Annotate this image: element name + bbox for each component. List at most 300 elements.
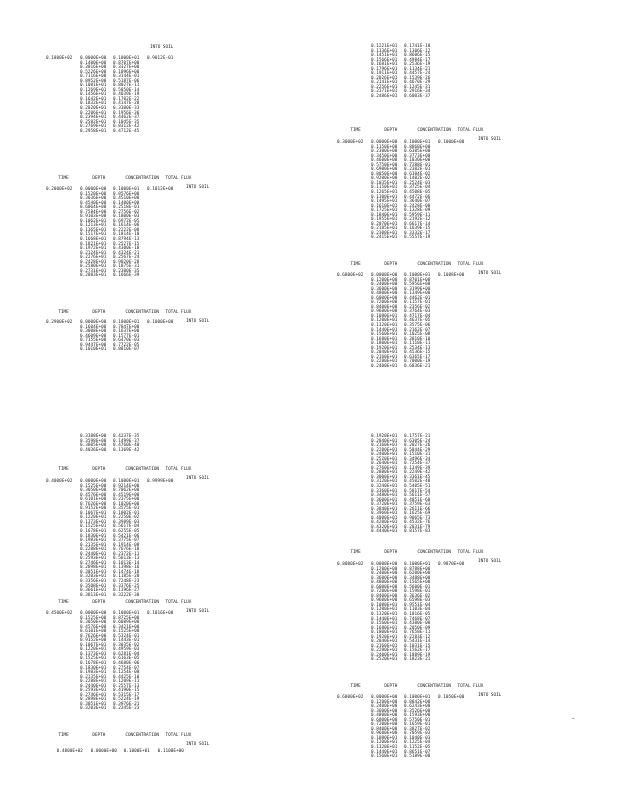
depth-cell: 0.2760E+01 xyxy=(371,465,398,471)
depth-cell: 0.6064E+00 xyxy=(80,205,107,211)
header-total-flux: TOTAL FLUX xyxy=(457,127,484,133)
depth-cell: 0.3036E+00 xyxy=(80,196,107,202)
depth-cell: 0.6900E+00 xyxy=(371,167,398,173)
depth-cell: 0.2070E+01 xyxy=(371,221,398,227)
depth-cell: 0.4576E+00 xyxy=(80,492,107,498)
concentration-cell: 0.2250E-02 xyxy=(113,515,140,521)
depth-cell: 0.0000E+00 xyxy=(80,479,107,484)
depth-cell: 0.2440E+01 xyxy=(80,551,107,557)
header-total-flux: TOTAL FLUX xyxy=(165,466,192,472)
concentration-cell: 0.8725E+00 xyxy=(113,615,140,621)
concentration-cell: 0.3989E-03 xyxy=(113,519,140,525)
concentration-cell: 0.2050E-09 xyxy=(404,625,431,631)
depth-cell: 0.2026E+01 xyxy=(371,75,398,81)
concentration-cell: 0.5850E-14 xyxy=(113,87,140,93)
depth-cell: 0.3508E+01 xyxy=(80,583,107,589)
concentration-cell: 0.4462E-01 xyxy=(404,295,431,301)
depth-cell: 0.1067E+01 xyxy=(80,510,107,516)
concentration-cell: 0.6305E-24 xyxy=(404,438,431,444)
depth-cell: 0.1269E+01 xyxy=(80,87,107,93)
depth-cell: 0.1495E+01 xyxy=(371,199,398,205)
concentration-cell: 0.1757E-21 xyxy=(404,434,431,439)
concentration-cell: 0.4300E-18 xyxy=(113,246,140,252)
concentration-cell: 0.1000E+01 xyxy=(404,140,431,145)
header-concentration: CONCENTRATION xyxy=(417,549,451,555)
depth-cell: 0.2371E+01 xyxy=(371,89,398,95)
depth-cell: 0.9600E+00 xyxy=(371,731,398,737)
concentration-cell: 0.2557E-13 xyxy=(113,683,140,689)
depth-cell: 0.6000E+00 xyxy=(371,295,398,301)
depth-cell: 0.1400E+00 xyxy=(80,60,107,66)
concentration-cell: 0.2031E-79 xyxy=(404,524,431,530)
depth-cell: 0.1560E+01 xyxy=(371,754,398,760)
depth-cell: 0.1681E+01 xyxy=(371,62,398,68)
flux-cell: 0.1016E+00 xyxy=(147,611,174,616)
concentration-cell: 0.2345E-23 xyxy=(113,706,140,712)
depth-cell: 0.2580E+01 xyxy=(80,264,107,270)
concentration-cell: 0.3810E-10 xyxy=(404,336,431,342)
depth-cell: 0.2415E+01 xyxy=(371,235,398,241)
concentration-cell: 0.6243E+00 xyxy=(404,704,431,710)
table-row xyxy=(337,365,468,370)
concentration-cell: 0.5611E-57 xyxy=(404,493,431,499)
header-time: TIME xyxy=(350,261,361,267)
header-into-soil: INTO SOIL xyxy=(478,558,502,564)
concentration-cell: 0.1096E+00 xyxy=(113,69,140,75)
depth-cell: 0.1440E+01 xyxy=(371,749,398,755)
header-into-soil: INTO SOIL xyxy=(478,136,502,142)
concentration-cell: 0.4462E-37 xyxy=(113,115,140,121)
depth-cell: 0.1221E+01 xyxy=(371,44,398,49)
concentration-cell: 0.4680E-06 xyxy=(113,661,140,667)
concentration-cell: 0.1593E+00 xyxy=(404,713,431,719)
depth-cell: 0.1668E+01 xyxy=(80,237,107,243)
depth-cell: 0.2300E+00 xyxy=(371,149,398,155)
top-units-label: INTO SOIL xyxy=(150,45,174,50)
concentration-cell: 0.3300E-33 xyxy=(113,106,140,112)
header-total-flux: TOTAL FLUX xyxy=(165,309,192,315)
concentration-cell: 0.5750E-01 xyxy=(404,717,431,723)
depth-cell: 0.2400E+00 xyxy=(371,704,398,710)
depth-cell: 0.9152E+00 xyxy=(80,506,107,512)
depth-cell: 0.3008E+00 xyxy=(80,329,107,335)
depth-cell: 0.2731E+01 xyxy=(80,268,107,274)
depth-cell: 0.0000E+00 xyxy=(80,56,107,61)
depth-cell: 0.6101E+00 xyxy=(80,629,107,635)
concentration-cell: 0.4712E-45 xyxy=(113,128,140,134)
depth-cell: 0.2394E+01 xyxy=(80,115,107,121)
concentration-cell: 0.4039E-19 xyxy=(113,92,140,98)
header-total-flux: TOTAL FLUX xyxy=(165,732,192,738)
depth-cell: 0.0000E+00 xyxy=(371,273,398,278)
concentration-cell: 0.6385E+00 xyxy=(404,149,431,155)
depth-cell: 0.1200E+01 xyxy=(371,318,398,324)
concentration-cell: 0.1185E-20 xyxy=(113,574,140,580)
depth-cell: 0.3388E+00 xyxy=(80,434,107,439)
depth-cell: 0.2400E+00 xyxy=(371,571,398,577)
depth-cell: 0.2486E+01 xyxy=(371,94,398,100)
depth-cell: 0.1678E+01 xyxy=(80,661,107,667)
header-depth: DEPTH xyxy=(92,175,106,181)
depth-cell: 0.4036E+00 xyxy=(80,447,107,453)
depth-cell: 0.8400E+00 xyxy=(371,304,398,310)
concentration-cell: 0.1040E-03 xyxy=(404,735,431,741)
concentration-cell: 0.4457E-24 xyxy=(404,71,431,77)
concentration-cell: 0.3976E-21 xyxy=(113,701,140,707)
concentration-cell: 0.3827E-02 xyxy=(404,726,431,732)
concentration-cell: 0.1814E-10 xyxy=(113,232,140,238)
flux-cell: 0.1050E+00 xyxy=(438,695,465,700)
concentration-cell: 0.7658E-11 xyxy=(404,630,431,636)
concentration-cell: 0.2518E-01 xyxy=(113,205,140,211)
data-block-l6 xyxy=(46,612,177,712)
concentration-cell: 0.2375E+00 xyxy=(113,497,140,503)
concentration-cell: 0.1659E-01 xyxy=(404,722,431,728)
depth-cell: 0.2769E+01 xyxy=(80,124,107,130)
depth-cell: 0.4200E+01 xyxy=(371,520,398,526)
header-time: TIME xyxy=(58,732,69,738)
depth-cell: 0.2124E+01 xyxy=(80,250,107,256)
depth-cell: 0.1560E+01 xyxy=(371,332,398,338)
header-total-flux: TOTAL FLUX xyxy=(165,599,192,605)
data-block-l5 xyxy=(46,480,177,598)
concentration-cell: 0.4670E-29 xyxy=(404,80,431,86)
concentration-cell: 0.1328E-09 xyxy=(404,208,431,214)
time-cell: 0.3000E+02 xyxy=(337,140,364,145)
concentration-cell: 0.2162E-07 xyxy=(404,327,431,333)
concentration-cell: 0.8842E+00 xyxy=(404,699,431,705)
depth-cell: 0.2135E+01 xyxy=(80,674,107,680)
header-concentration: CONCENTRATION xyxy=(125,732,159,738)
concentration-cell: 0.4508E-05 xyxy=(404,190,431,196)
concentration-cell: 0.1565E+00 xyxy=(404,580,431,586)
table-row xyxy=(46,348,177,353)
depth-cell: 0.1150E+00 xyxy=(371,144,398,150)
concentration-cell: 0.3636E-02 xyxy=(404,593,431,599)
concentration-cell: 0.6036E-21 xyxy=(404,363,431,369)
depth-cell: 0.3840E+01 xyxy=(371,506,398,512)
data-block-l3 xyxy=(46,321,177,353)
depth-cell: 0.6000E+00 xyxy=(371,584,398,590)
time-cell: 0.6800E+02 xyxy=(337,273,364,278)
depth-cell: 0.7626E+00 xyxy=(80,633,107,639)
depth-cell: 0.1010E+01 xyxy=(80,347,107,353)
concentration-cell: 0.1800E-03 xyxy=(113,214,140,220)
concentration-cell: 0.1349E-39 xyxy=(404,465,431,471)
concentration-cell: 0.5817E-54 xyxy=(404,488,431,494)
concentration-cell: 0.4380E-08 xyxy=(404,621,431,627)
concentration-cell: 0.1110E-11 xyxy=(404,341,431,347)
concentration-cell: 0.2222E-08 xyxy=(113,227,140,233)
concentration-cell: 0.3526E+00 xyxy=(404,708,431,714)
concentration-cell: 0.3764E-03 xyxy=(404,309,431,315)
header-depth: DEPTH xyxy=(92,466,106,472)
concentration-cell: 0.1666E-39 xyxy=(113,273,140,279)
depth-cell: 0.1525E+01 xyxy=(80,656,107,662)
concentration-cell: 0.4532E-76 xyxy=(404,520,431,526)
concentration-cell: 0.4147E-28 xyxy=(113,101,140,107)
depth-cell: 0.1983E+01 xyxy=(80,538,107,544)
concentration-cell: 0.5187E-06 xyxy=(113,78,140,84)
depth-cell: 0.7584E+00 xyxy=(80,209,107,215)
depth-cell: 0.1642E+01 xyxy=(80,96,107,102)
time-cell: 0.1800E+02 xyxy=(46,56,73,61)
concentration-cell: 0.5600E-01 xyxy=(404,584,431,590)
depth-cell: 0.2593E+01 xyxy=(80,688,107,694)
data-block-r2 xyxy=(337,141,468,241)
depth-cell: 0.1821E+01 xyxy=(80,241,107,247)
depth-cell: 0.0000E+00 xyxy=(371,140,398,145)
depth-cell: 0.2141E+01 xyxy=(371,80,398,86)
depth-cell: 0.7626E+00 xyxy=(80,501,107,507)
depth-cell: 0.1320E+01 xyxy=(371,612,398,618)
depth-cell: 0.1080E+01 xyxy=(371,313,398,319)
concentration-cell: 0.3144E-01 xyxy=(113,74,140,80)
concentration-cell: 0.1002E-01 xyxy=(113,510,140,516)
depth-cell: 0.1800E+01 xyxy=(371,630,398,636)
concentration-cell: 0.3496E-34 xyxy=(404,456,431,462)
concentration-cell: 0.5405E-51 xyxy=(404,484,431,490)
depth-cell: 0.3360E+01 xyxy=(371,488,398,494)
concentration-cell: 0.3759E-63 xyxy=(404,502,431,508)
concentration-cell: 0.6163E-05 xyxy=(113,656,140,662)
depth-cell: 0.1832E+01 xyxy=(80,101,107,107)
depth-cell: 0.1200E+01 xyxy=(371,607,398,613)
concentration-cell: 0.6281E-04 xyxy=(113,651,140,657)
concentration-cell: 0.2916E-34 xyxy=(404,89,431,95)
header-concentration: CONCENTRATION xyxy=(125,466,159,472)
depth-cell: 0.1566E+01 xyxy=(371,57,398,63)
concentration-cell: 0.7059E-03 xyxy=(404,731,431,737)
concentration-cell: 0.8701E+00 xyxy=(404,277,431,283)
concentration-cell: 0.5431E-14 xyxy=(404,639,431,645)
stray-mark: ~ xyxy=(572,716,575,721)
depth-cell: 0.7200E+00 xyxy=(371,300,398,306)
depth-cell: 0.2400E+01 xyxy=(371,363,398,369)
depth-cell: 0.1440E+01 xyxy=(371,616,398,622)
depth-cell: 0.3120E+01 xyxy=(371,479,398,485)
concentration-cell: 0.1875E-31 xyxy=(113,264,140,270)
header-total-flux: TOTAL FLUX xyxy=(457,683,484,689)
header-time: TIME xyxy=(58,599,69,605)
concentration-cell: 0.4851E-60 xyxy=(404,497,431,503)
concentration-cell: 0.5617E-04 xyxy=(113,524,140,530)
concentration-cell: 0.2611E-66 xyxy=(404,506,431,512)
depth-cell: 0.1920E+01 xyxy=(371,434,398,439)
concentration-cell: 0.4324E-21 xyxy=(113,250,140,256)
depth-cell: 0.1911E+01 xyxy=(371,71,398,77)
table-row xyxy=(46,130,177,135)
depth-cell: 0.1840E+01 xyxy=(371,212,398,218)
depth-cell: 0.9600E+00 xyxy=(371,309,398,315)
depth-cell: 0.3600E+00 xyxy=(371,286,398,292)
depth-cell: 0.2288E+01 xyxy=(80,547,107,553)
depth-cell: 0.6000E+00 xyxy=(371,717,398,723)
depth-cell: 0.2898E+01 xyxy=(80,697,107,703)
concentration-cell: 0.2372E-11 xyxy=(113,551,140,557)
concentration-cell: 0.1614E-06 xyxy=(113,223,140,229)
depth-cell: 0.2160E+01 xyxy=(371,354,398,360)
depth-cell: 0.2520E+01 xyxy=(371,456,398,462)
concentration-cell: 0.1134E-21 xyxy=(404,66,431,72)
concentration-cell: 0.1016E-05 xyxy=(404,612,431,618)
concentration-cell: 0.2283E-12 xyxy=(404,634,431,640)
depth-cell: 0.1680E+01 xyxy=(371,336,398,342)
concentration-cell: 0.6470E-03 xyxy=(113,338,140,344)
concentration-cell: 0.7722E-05 xyxy=(113,342,140,348)
depth-cell: 0.1336E+01 xyxy=(371,48,398,54)
concentration-cell: 0.1443E-01 xyxy=(113,638,140,644)
time-cell: 0.2900E+02 xyxy=(46,320,73,325)
depth-cell: 0.1380E+01 xyxy=(371,194,398,200)
depth-cell: 0.3598E+00 xyxy=(80,438,107,444)
depth-cell: 0.2880E+01 xyxy=(371,470,398,476)
concentration-cell: 0.3575E-06 xyxy=(404,323,431,329)
concentration-cell: 0.1000E+01 xyxy=(113,56,140,61)
concentration-cell: 0.4190E-15 xyxy=(113,688,140,694)
depth-cell: 0.2428E+01 xyxy=(80,259,107,265)
depth-cell: 0.1265E+01 xyxy=(371,190,398,196)
depth-cell: 0.2898E+01 xyxy=(80,565,107,571)
depth-cell: 0.4080E+01 xyxy=(371,515,398,521)
depth-cell: 0.3600E+00 xyxy=(371,575,398,581)
data-block-r3 xyxy=(337,274,468,369)
depth-cell: 0.8400E+00 xyxy=(371,726,398,732)
concentration-cell: 0.3199E+00 xyxy=(404,286,431,292)
depth-cell: 0.1440E+01 xyxy=(371,327,398,333)
depth-cell: 0.9200E+00 xyxy=(371,176,398,182)
depth-cell: 0.1081E+01 xyxy=(80,83,107,89)
depth-cell: 0.4440E+01 xyxy=(371,529,398,535)
concentration-cell: 0.1000E+01 xyxy=(113,320,140,325)
depth-cell: 0.2280E+01 xyxy=(371,648,398,654)
depth-cell: 0.4600E+00 xyxy=(371,158,398,164)
flux-cell: 0.1000E+00 xyxy=(438,140,465,145)
depth-cell: 0.2040E+01 xyxy=(371,350,398,356)
depth-cell: 0.3050E+00 xyxy=(80,620,107,626)
depth-cell: 0.3480E+01 xyxy=(371,493,398,499)
concentration-cell: 0.4959E-03 xyxy=(113,647,140,653)
concentration-cell: 0.2249E-42 xyxy=(404,470,431,476)
depth-cell: 0.4320E+01 xyxy=(371,524,398,530)
time-cell: 0.6000E+02 xyxy=(337,695,364,700)
depth-cell: 0.4576E+00 xyxy=(80,624,107,630)
concentration-cell: 0.3775E-07 xyxy=(113,538,140,544)
concentration-cell: 0.3332E-17 xyxy=(404,230,431,236)
concentration-cell: 0.1400E+00 xyxy=(113,200,140,206)
concentration-cell: 0.2300E-35 xyxy=(113,268,140,274)
concentration-cell: 0.1562E-17 xyxy=(404,648,431,654)
header-into-soil: INTO SOIL xyxy=(186,184,210,190)
concentration-cell: 0.4519E+00 xyxy=(113,492,140,498)
depth-cell: 0.1920E+01 xyxy=(371,634,398,640)
depth-cell: 0.4800E+00 xyxy=(371,713,398,719)
depth-cell: 0.3051E+01 xyxy=(80,569,107,575)
concentration-cell: 0.1474E-18 xyxy=(113,569,140,575)
depth-cell: 0.2256E+01 xyxy=(371,84,398,90)
concentration-cell: 0.8157E-83 xyxy=(404,529,431,535)
concentration-cell: 0.2536E-19 xyxy=(404,62,431,68)
depth-cell: 0.1955E+01 xyxy=(371,217,398,223)
header-total-flux: TOTAL FLUX xyxy=(457,261,484,267)
depth-cell: 0.3600E+00 xyxy=(371,708,398,714)
header-into-soil: INTO SOIL xyxy=(478,270,502,276)
concentration-cell: 0.1025E-08 xyxy=(404,332,431,338)
concentration-cell: 0.1103E-04 xyxy=(404,607,431,613)
concentration-cell: 0.3421E+00 xyxy=(113,624,140,630)
depth-cell: 0.0000E+00 xyxy=(80,611,107,616)
flux-cell: 0.1012E+00 xyxy=(147,187,174,192)
depth-cell: 0.1520E+00 xyxy=(80,191,107,197)
depth-cell: 0.2440E+01 xyxy=(80,683,107,689)
concentration-cell: 0.3640E-07 xyxy=(404,199,431,205)
depth-cell: 0.1320E+01 xyxy=(371,323,398,329)
concentration-cell: 0.1539E-26 xyxy=(404,75,431,81)
concentration-cell: 0.5224E-19 xyxy=(113,697,140,703)
table-row xyxy=(337,755,468,760)
depth-cell: 0.2160E+01 xyxy=(371,443,398,449)
concentration-cell: 0.6003E-37 xyxy=(404,94,431,100)
depth-cell: 0.0000E+00 xyxy=(80,320,107,325)
header-time: TIME xyxy=(350,549,361,555)
concentration-cell: 0.7676E-10 xyxy=(113,547,140,553)
concentration-cell: 0.6365E-17 xyxy=(404,354,431,360)
header-depth: DEPTH xyxy=(384,549,398,555)
depth-cell: 0.9103E+00 xyxy=(80,214,107,220)
flux-cell: 0.1088E+00 xyxy=(438,273,465,278)
data-block-l1 xyxy=(46,57,177,134)
header-time: TIME xyxy=(350,127,361,133)
concentration-cell: 0.9214E+00 xyxy=(113,483,140,489)
concentration-cell: 0.8606E-15 xyxy=(404,53,431,59)
depth-cell: 0.1456E+01 xyxy=(80,92,107,98)
concentration-cell: 0.4425E-10 xyxy=(113,674,140,680)
header-total-flux: TOTAL FLUX xyxy=(165,175,192,181)
concentration-cell: 0.7062E+00 xyxy=(113,488,140,494)
concentration-cell: 0.1889E-19 xyxy=(404,652,431,658)
data-block-l4 xyxy=(46,435,177,453)
concentration-cell: 0.1499E-37 xyxy=(113,438,140,444)
data-block-l2 xyxy=(46,188,177,279)
concentration-cell: 0.6384E-02 xyxy=(404,171,431,177)
concentration-cell: 0.3488E+00 xyxy=(404,575,431,581)
depth-cell: 0.3016E+00 xyxy=(80,65,107,71)
concentration-cell: 0.4717E-04 xyxy=(404,313,431,319)
concentration-cell: 0.4760E-40 xyxy=(113,443,140,449)
depth-cell: 0.1680E+01 xyxy=(371,625,398,631)
concentration-cell: 0.4637E-05 xyxy=(404,318,431,324)
concentration-cell: 0.8810E-07 xyxy=(113,347,140,353)
header-into-soil: INTO SOIL xyxy=(186,318,210,324)
concentration-cell: 0.1031E-15 xyxy=(404,643,431,649)
depth-cell: 0.1373E+01 xyxy=(80,519,107,525)
header-concentration: CONCENTRATION xyxy=(125,309,159,315)
depth-cell: 0.2206E+01 xyxy=(80,110,107,116)
concentration-cell: 0.1830E+00 xyxy=(404,158,431,164)
depth-cell: 0.3240E+01 xyxy=(371,484,398,490)
depth-cell: 0.2280E+01 xyxy=(371,359,398,365)
concentration-cell: 0.2756E-02 xyxy=(113,209,140,215)
depth-cell: 0.3356E+01 xyxy=(80,579,107,585)
flux-cell: 0.9870E+00 xyxy=(438,562,465,567)
concentration-cell: 0.2356E-02 xyxy=(404,304,431,310)
concentration-cell: 0.4984E-17 xyxy=(404,57,431,63)
depth-cell: 0.2040E+01 xyxy=(371,438,398,444)
depth-cell: 0.3000E+01 xyxy=(371,474,398,480)
depth-cell: 0.1610E+01 xyxy=(371,203,398,209)
concentration-cell: 0.8868E+00 xyxy=(404,144,431,150)
depth-cell: 0.7200E+00 xyxy=(371,722,398,728)
